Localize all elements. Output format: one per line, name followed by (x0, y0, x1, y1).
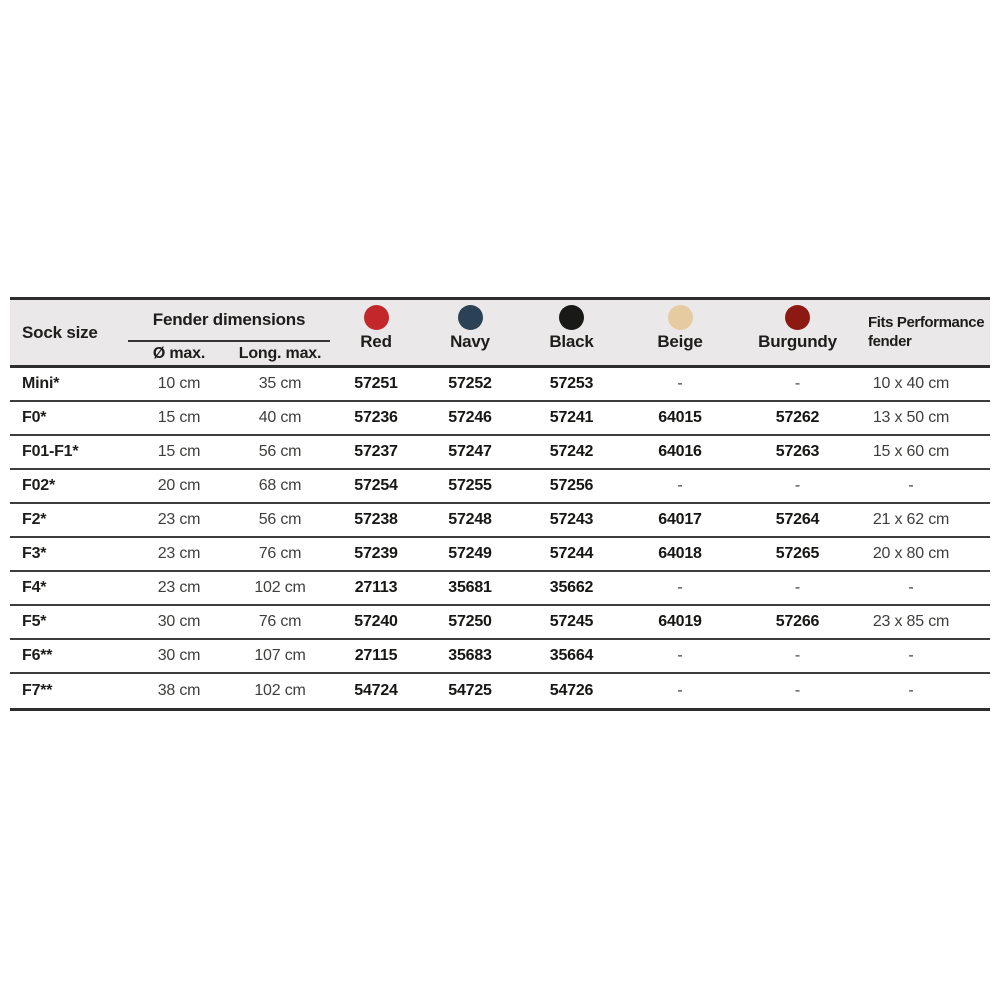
navy-column-label: Navy (450, 332, 490, 351)
sock-size-cell: Mini* (22, 375, 60, 392)
navy-article-number-cell: 57255 (448, 477, 492, 494)
table-row (10, 606, 990, 640)
burgundy-article-number-cell: 57263 (775, 443, 820, 460)
burgundy-article-number-cell: - (794, 477, 801, 494)
sock-size-cell: F0* (22, 409, 47, 426)
beige-color-dot (668, 305, 693, 330)
length-max-cell: 68 cm (258, 477, 302, 494)
table-row (10, 368, 990, 402)
burgundy-article-number-cell: - (794, 647, 801, 664)
navy-article-number-cell: 54725 (448, 682, 492, 699)
beige-article-number-cell: 64017 (658, 511, 702, 528)
length-max-cell: 107 cm (254, 647, 306, 664)
diameter-max-cell: 38 cm (157, 682, 201, 699)
navy-article-number-cell: 57246 (448, 409, 492, 426)
black-article-number-cell: 57245 (549, 613, 594, 630)
fits-performance-header-line2: fender (868, 332, 912, 350)
table-body (10, 368, 990, 708)
diameter-max-cell: 15 cm (157, 443, 201, 460)
fits-performance-header (860, 300, 990, 365)
diameter-max-cell: 23 cm (157, 511, 201, 528)
burgundy-article-number-cell: 57264 (775, 511, 820, 528)
burgundy-column-label: Burgundy (758, 332, 837, 351)
sock-size-cell: F7** (22, 682, 53, 699)
red-article-number-cell: 57254 (354, 477, 398, 494)
red-column-label: Red (360, 332, 392, 351)
beige-column-label: Beige (657, 332, 703, 351)
table-row (10, 640, 990, 674)
beige-article-number-cell: - (677, 682, 683, 699)
red-column-header (330, 300, 422, 365)
fits-performance-cell: 15 x 60 cm (872, 443, 950, 460)
diameter-max-cell: 30 cm (157, 647, 201, 664)
fits-performance-cell: 23 x 85 cm (872, 613, 950, 630)
sock-size-header: Sock size (22, 322, 98, 342)
diameter-max-cell: 30 cm (157, 613, 201, 630)
beige-article-number-cell: 64015 (658, 409, 702, 426)
fits-performance-header-line1: Fits Performance (868, 313, 985, 331)
navy-article-number-cell: 57248 (448, 511, 492, 528)
diameter-max-cell: 23 cm (157, 579, 201, 596)
beige-article-number-cell: 64018 (658, 545, 702, 562)
beige-column-header (625, 300, 735, 365)
black-article-number-cell: 35664 (549, 647, 594, 664)
fits-performance-cell: - (908, 477, 914, 494)
diameter-max-cell: 20 cm (157, 477, 201, 494)
red-article-number-cell: 57239 (354, 545, 398, 562)
table-header-row (10, 300, 990, 368)
black-article-number-cell: 57256 (549, 477, 594, 494)
red-article-number-cell: 27115 (354, 647, 398, 664)
length-max-cell: 76 cm (258, 545, 302, 562)
fender-dimensions-subheaders (128, 342, 330, 365)
length-max-cell: 102 cm (254, 682, 306, 699)
red-article-number-cell: 54724 (354, 682, 398, 699)
navy-column-header (422, 300, 518, 365)
length-max-cell: 76 cm (258, 613, 302, 630)
navy-color-dot (458, 305, 483, 330)
black-column-label: Black (549, 332, 594, 351)
beige-article-number-cell: - (677, 375, 683, 392)
sock-size-cell: F6** (22, 647, 53, 664)
burgundy-article-number-cell: - (794, 579, 801, 596)
sock-size-cell: F5* (22, 613, 47, 630)
navy-article-number-cell: 57252 (448, 375, 492, 392)
table-row (10, 504, 990, 538)
fits-performance-cell: 21 x 62 cm (872, 511, 950, 528)
black-article-number-cell: 57242 (549, 443, 594, 460)
sock-size-cell: F02* (22, 477, 55, 494)
fender-dimensions-header-group (128, 300, 330, 365)
length-max-cell: 40 cm (258, 409, 302, 426)
length-max-cell: 56 cm (258, 511, 302, 528)
table-row (10, 436, 990, 470)
navy-article-number-cell: 35681 (448, 579, 492, 596)
product-table (10, 297, 990, 711)
red-article-number-cell: 57240 (354, 613, 398, 630)
black-article-number-cell: 57244 (549, 545, 594, 562)
length-max-header: Long. max. (238, 344, 322, 362)
table-row (10, 538, 990, 572)
burgundy-column-header (735, 300, 860, 365)
sock-size-cell: F01-F1* (22, 443, 79, 460)
fits-performance-cell: - (908, 647, 914, 664)
red-article-number-cell: 57251 (354, 375, 398, 392)
length-max-cell: 35 cm (258, 375, 302, 392)
fits-performance-cell: 10 x 40 cm (872, 375, 950, 392)
red-article-number-cell: 57238 (354, 511, 398, 528)
beige-article-number-cell: - (677, 647, 683, 664)
burgundy-article-number-cell: 57262 (775, 409, 820, 426)
navy-article-number-cell: 35683 (448, 647, 492, 664)
navy-article-number-cell: 57247 (448, 443, 492, 460)
navy-article-number-cell: 57250 (448, 613, 492, 630)
diameter-max-cell: 10 cm (157, 375, 201, 392)
diameter-max-header: Ø max. (152, 344, 206, 362)
sock-size-cell: F4* (22, 579, 47, 596)
black-article-number-cell: 57241 (549, 409, 594, 426)
burgundy-article-number-cell: - (794, 375, 801, 392)
diameter-max-cell: 15 cm (157, 409, 201, 426)
fender-dimensions-header: Fender dimensions (128, 300, 330, 342)
table-row (10, 402, 990, 436)
sock-size-cell: F2* (22, 511, 47, 528)
beige-article-number-cell: 64016 (658, 443, 702, 460)
red-article-number-cell: 27113 (354, 579, 398, 596)
diameter-max-cell: 23 cm (157, 545, 201, 562)
black-color-dot (559, 305, 584, 330)
red-article-number-cell: 57236 (354, 409, 398, 426)
black-article-number-cell: 35662 (549, 579, 594, 596)
table-row (10, 572, 990, 606)
burgundy-article-number-cell: - (794, 682, 801, 699)
black-column-header (518, 300, 625, 365)
burgundy-article-number-cell: 57266 (775, 613, 820, 630)
table-row (10, 470, 990, 504)
fits-performance-cell: - (908, 682, 914, 699)
black-article-number-cell: 57253 (549, 375, 594, 392)
black-article-number-cell: 54726 (549, 682, 594, 699)
fits-performance-cell: - (908, 579, 914, 596)
fits-performance-cell: 20 x 80 cm (872, 545, 950, 562)
fits-performance-cell: 13 x 50 cm (872, 409, 950, 426)
table-row (10, 674, 990, 708)
burgundy-article-number-cell: 57265 (775, 545, 820, 562)
red-color-dot (364, 305, 389, 330)
black-article-number-cell: 57243 (549, 511, 594, 528)
length-max-cell: 56 cm (258, 443, 302, 460)
burgundy-color-dot (785, 305, 810, 330)
beige-article-number-cell: - (677, 579, 683, 596)
beige-article-number-cell: - (677, 477, 683, 494)
navy-article-number-cell: 57249 (448, 545, 492, 562)
red-article-number-cell: 57237 (354, 443, 398, 460)
beige-article-number-cell: 64019 (658, 613, 702, 630)
sock-size-cell: F3* (22, 545, 47, 562)
length-max-cell: 102 cm (254, 579, 306, 596)
